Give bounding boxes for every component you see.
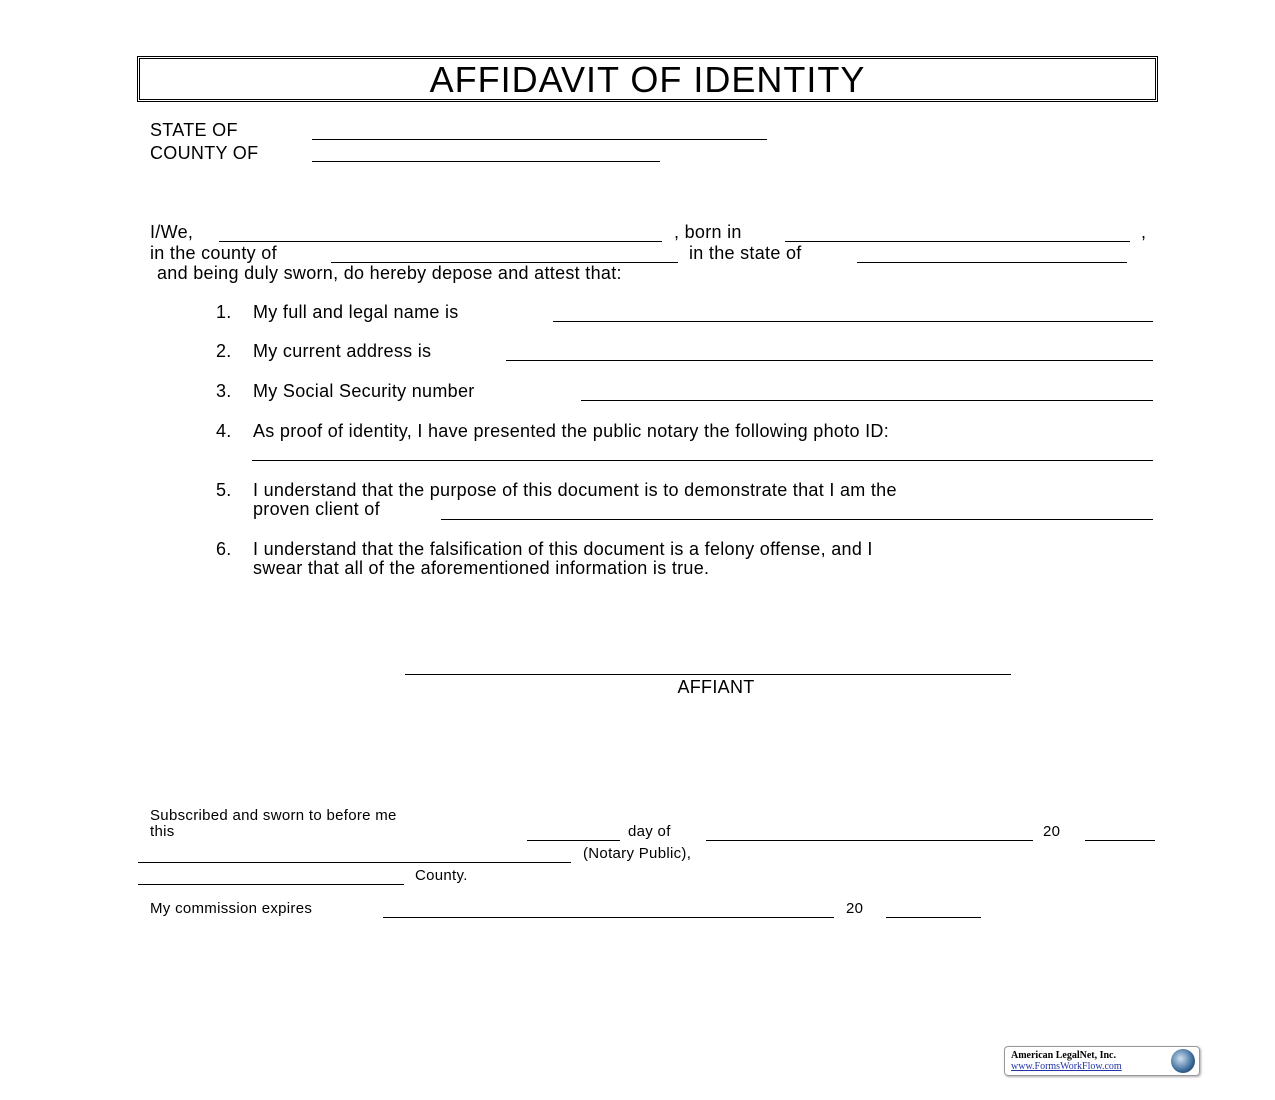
commission-year-field[interactable] [886,917,981,918]
ssn-field[interactable] [581,400,1153,401]
address-field[interactable] [506,360,1153,361]
item-number: 4. [216,421,232,441]
state-field[interactable] [312,139,767,140]
day-of-label: day of [628,823,671,840]
item-text: My full and legal name is [253,302,459,322]
document-title: AFFIDAVIT OF IDENTITY [137,56,1158,102]
this-text: this [150,823,175,840]
commission-year-prefix: 20 [846,900,864,917]
item-text-line2: swear that all of the aforementioned information is true. [253,558,710,578]
birthplace-field[interactable] [785,241,1130,242]
in-state-label: in the state of [689,243,802,263]
legal-name-field[interactable] [553,321,1153,322]
comma: , [1141,222,1147,242]
publisher-logo [1004,1046,1200,1076]
state-label: STATE OF [150,120,238,140]
commission-date-field[interactable] [383,917,834,918]
photo-id-field[interactable] [252,460,1153,461]
subscribed-text: Subscribed and sworn to before me [150,807,397,824]
iwe-label: I/We, [150,222,194,242]
item-number: 6. [216,539,232,559]
born-in-label: , born in [674,222,742,242]
year-field[interactable] [1085,840,1155,841]
in-county-label: in the county of [150,243,277,263]
notary-county-field[interactable] [138,884,404,885]
year-prefix: 20 [1043,823,1061,840]
item-text-line2: proven client of [253,499,380,519]
item-number: 1. [216,302,232,322]
item-number: 3. [216,381,232,401]
logo-company-name: American LegalNet, Inc. [1011,1050,1116,1061]
sworn-statement: and being duly sworn, do hereby depose and attest that: [157,263,622,283]
client-of-field[interactable] [441,519,1153,520]
birth-state-field[interactable] [857,262,1127,263]
logo-url-link[interactable]: www.FormsWorkFlow.com [1011,1061,1122,1072]
notary-public-label: (Notary Public), [583,845,692,862]
item-text: I understand that the purpose of this document is to demonstrate that I am the [253,480,897,500]
county-label-notary: County. [415,867,468,884]
day-field[interactable] [527,840,620,841]
county-field[interactable] [312,161,660,162]
item-number: 5. [216,480,232,500]
notary-public-field[interactable] [138,862,571,863]
affiant-name-field[interactable] [219,241,662,242]
commission-label: My commission expires [150,900,313,917]
month-field[interactable] [706,840,1033,841]
affiant-signature-field[interactable] [405,674,1011,675]
item-text: I understand that the falsification of this document is a felony offense, and I [253,539,873,559]
county-label: COUNTY OF [150,143,259,163]
item-text: My current address is [253,341,432,361]
affiant-label: AFFIANT [677,677,755,697]
item-number: 2. [216,341,232,361]
item-text: As proof of identity, I have presented the public notary the following photo ID: [253,421,890,441]
globe-icon [1171,1049,1195,1073]
item-text: My Social Security number [253,381,475,401]
